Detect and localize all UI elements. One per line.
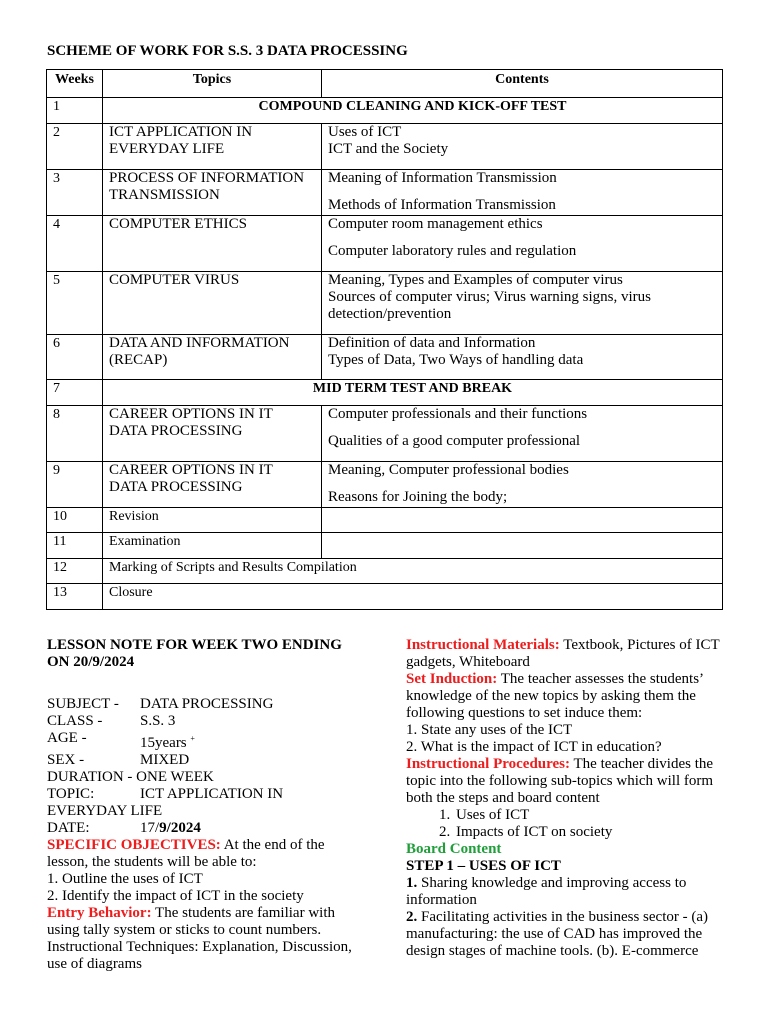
- content-item: Definition of data and Information: [328, 335, 536, 351]
- subtopic-item: 2. Impacts of ICT on society: [454, 824, 728, 841]
- table-row: [47, 462, 723, 508]
- lesson-procedure: [406, 637, 728, 960]
- contents-cell: [322, 533, 723, 559]
- topic-label: TOPIC:: [47, 786, 95, 802]
- week-cell: 11: [47, 533, 103, 559]
- table-row: [47, 406, 723, 462]
- contents-cell: [322, 462, 723, 508]
- content-item: Meaning, Computer professional bodies: [328, 462, 569, 478]
- content-item: Qualities of a good computer professional: [328, 433, 581, 449]
- content-item: Computer professionals and their functions: [328, 406, 588, 422]
- table-row: [47, 380, 723, 406]
- week-cell: 10: [47, 508, 103, 533]
- board-point: [406, 875, 728, 909]
- subject-line: [47, 696, 352, 713]
- content-item: Sources of computer virus; Virus warning signs, virus detection/prevention: [328, 289, 651, 322]
- point-number: 2.: [406, 909, 418, 925]
- materials-label: Instructional Materials:: [406, 637, 560, 653]
- objectives-paragraph: [47, 837, 352, 871]
- age-mark: +: [190, 734, 195, 743]
- header-topics: Topics: [103, 70, 322, 98]
- subject-label: SUBJECT -: [47, 696, 119, 712]
- entry-text: The students are familiar with using tally system or sticks to count numbers.: [47, 905, 335, 938]
- table-row: [47, 508, 723, 533]
- class-label: CLASS -: [47, 713, 103, 729]
- table-row: [47, 533, 723, 559]
- age-label: AGE -: [47, 730, 87, 746]
- week-cell: 4: [47, 216, 103, 272]
- board-point: [406, 909, 728, 960]
- materials-paragraph: [406, 637, 728, 671]
- age-text: 15years: [140, 735, 187, 751]
- span-cell: COMPOUND CLEANING AND KICK-OFF TEST: [103, 98, 723, 124]
- table-header-row: [47, 70, 723, 98]
- objective-item: 1. Outline the uses of ICT: [47, 871, 203, 887]
- duration-line: DURATION - ONE WEEK: [47, 769, 214, 785]
- procedures-label: Instructional Procedures:: [406, 756, 571, 772]
- contents-cell: [322, 272, 723, 335]
- topic-cell: DATA AND INFORMATION (RECAP): [103, 335, 322, 380]
- content-item: ICT and the Society: [328, 141, 449, 157]
- objectives-label: SPECIFIC OBJECTIVES:: [47, 837, 221, 853]
- topic-cell: COMPUTER ETHICS: [103, 216, 322, 272]
- scheme-of-work-table: [46, 69, 723, 610]
- document-title: SCHEME OF WORK FOR S.S. 3 DATA PROCESSING: [47, 43, 408, 59]
- topic-cell: PROCESS OF INFORMATION TRANSMISSION: [103, 170, 322, 216]
- point-text: Sharing knowledge and improving access to information: [406, 875, 687, 908]
- topic-value-2: EVERYDAY LIFE: [47, 803, 163, 819]
- procedures-text: The teacher divides the topic into the following sub-topics which will form both the steps and board content: [406, 756, 714, 806]
- point-number: 1.: [406, 875, 418, 891]
- date-label: DATE:: [47, 820, 90, 836]
- topic-cell: CAREER OPTIONS IN IT DATA PROCESSING: [103, 462, 322, 508]
- content-item: Computer room management ethics: [328, 216, 543, 232]
- table-row: [47, 272, 723, 335]
- induction-paragraph: [406, 671, 728, 722]
- topic-line: [47, 786, 352, 803]
- topic-value-1: ICT APPLICATION IN: [140, 786, 284, 802]
- span-cell: MID TERM TEST AND BREAK: [103, 380, 723, 406]
- table-row: [47, 124, 723, 170]
- content-item: Reasons for Joining the body;: [328, 489, 508, 505]
- step-heading: STEP 1 – USES OF ICT: [406, 858, 561, 874]
- week-cell: 5: [47, 272, 103, 335]
- table-row: [47, 335, 723, 380]
- class-value: S.S. 3: [140, 713, 176, 729]
- date-day: 17/: [140, 820, 160, 836]
- contents-cell: [322, 508, 723, 533]
- header-weeks: Weeks: [47, 70, 103, 98]
- subtopic-list: [406, 807, 728, 841]
- header-contents: Contents: [322, 70, 723, 98]
- date-value: [140, 820, 201, 837]
- procedures-paragraph: [406, 756, 728, 807]
- objective-item: 2. Identify the impact of ICT in the society: [47, 888, 304, 904]
- point-text: Facilitating activities in the business sector - (a) manufacturing: the use of CAD has improved the design stages of machine tools. (b). E-commerce: [406, 909, 709, 959]
- contents-cell: [322, 406, 723, 462]
- entry-label: Entry Behavior:: [47, 905, 152, 921]
- age-line: [47, 730, 352, 752]
- contents-cell: [322, 124, 723, 170]
- contents-cell: [322, 216, 723, 272]
- board-content-heading: Board Content: [406, 841, 502, 857]
- question-item: 2. What is the impact of ICT in education?: [406, 739, 662, 755]
- techniques-paragraph: Instructional Techniques: Explanation, Discussion, use of diagrams: [47, 939, 352, 972]
- materials-text: Textbook, Pictures of ICT gadgets, Whiteboard: [406, 637, 720, 670]
- topic-cell: Examination: [103, 533, 322, 559]
- lesson-heading: LESSON NOTE FOR WEEK TWO ENDING ON 20/9/2024: [47, 637, 342, 670]
- content-item: Computer laboratory rules and regulation: [328, 243, 577, 259]
- table-row: [47, 559, 723, 584]
- week-cell: 7: [47, 380, 103, 406]
- table-row: [47, 584, 723, 610]
- week-cell: 3: [47, 170, 103, 216]
- induction-text: The teacher assesses the students’ knowledge of the new topics by asking them the following questions to set induce them:: [406, 671, 703, 721]
- topic-cell: COMPUTER VIRUS: [103, 272, 322, 335]
- age-value: [140, 730, 195, 752]
- subtopic-item: 1. Uses of ICT: [454, 807, 728, 824]
- topic-cell: Revision: [103, 508, 322, 533]
- week-cell: 1: [47, 98, 103, 124]
- sex-value: MIXED: [140, 752, 190, 768]
- table-row: [47, 216, 723, 272]
- week-cell: 12: [47, 559, 103, 584]
- week-cell: 13: [47, 584, 103, 610]
- content-item: Uses of ICT: [328, 124, 402, 140]
- contents-cell: [322, 170, 723, 216]
- question-item: 1. State any uses of the ICT: [406, 722, 573, 738]
- sex-label: SEX -: [47, 752, 85, 768]
- date-line: [47, 820, 352, 837]
- induction-label: Set Induction:: [406, 671, 498, 687]
- objectives-text: At the end of the lesson, the students will be able to:: [47, 837, 325, 870]
- topic-cell: ICT APPLICATION IN EVERYDAY LIFE: [103, 124, 322, 170]
- content-item: Meaning of Information Transmission: [328, 170, 557, 186]
- subject-value: DATA PROCESSING: [140, 696, 274, 712]
- week-cell: 6: [47, 335, 103, 380]
- table-row: [47, 170, 723, 216]
- topic-cell: Marking of Scripts and Results Compilation: [103, 559, 723, 584]
- contents-cell: [322, 335, 723, 380]
- content-item: Types of Data, Two Ways of handling data: [328, 352, 584, 368]
- date-month-year: 9/2024: [159, 820, 201, 836]
- topic-cell: CAREER OPTIONS IN IT DATA PROCESSING: [103, 406, 322, 462]
- sex-line: [47, 752, 352, 769]
- week-cell: 8: [47, 406, 103, 462]
- topic-cell: Closure: [103, 584, 723, 610]
- content-item: Methods of Information Transmission: [328, 197, 556, 213]
- entry-behavior-paragraph: [47, 905, 352, 939]
- lesson-details: [47, 637, 352, 973]
- content-item: Meaning, Types and Examples of computer virus: [328, 272, 623, 288]
- table-row: [47, 98, 723, 124]
- week-cell: 2: [47, 124, 103, 170]
- class-line: [47, 713, 352, 730]
- week-cell: 9: [47, 462, 103, 508]
